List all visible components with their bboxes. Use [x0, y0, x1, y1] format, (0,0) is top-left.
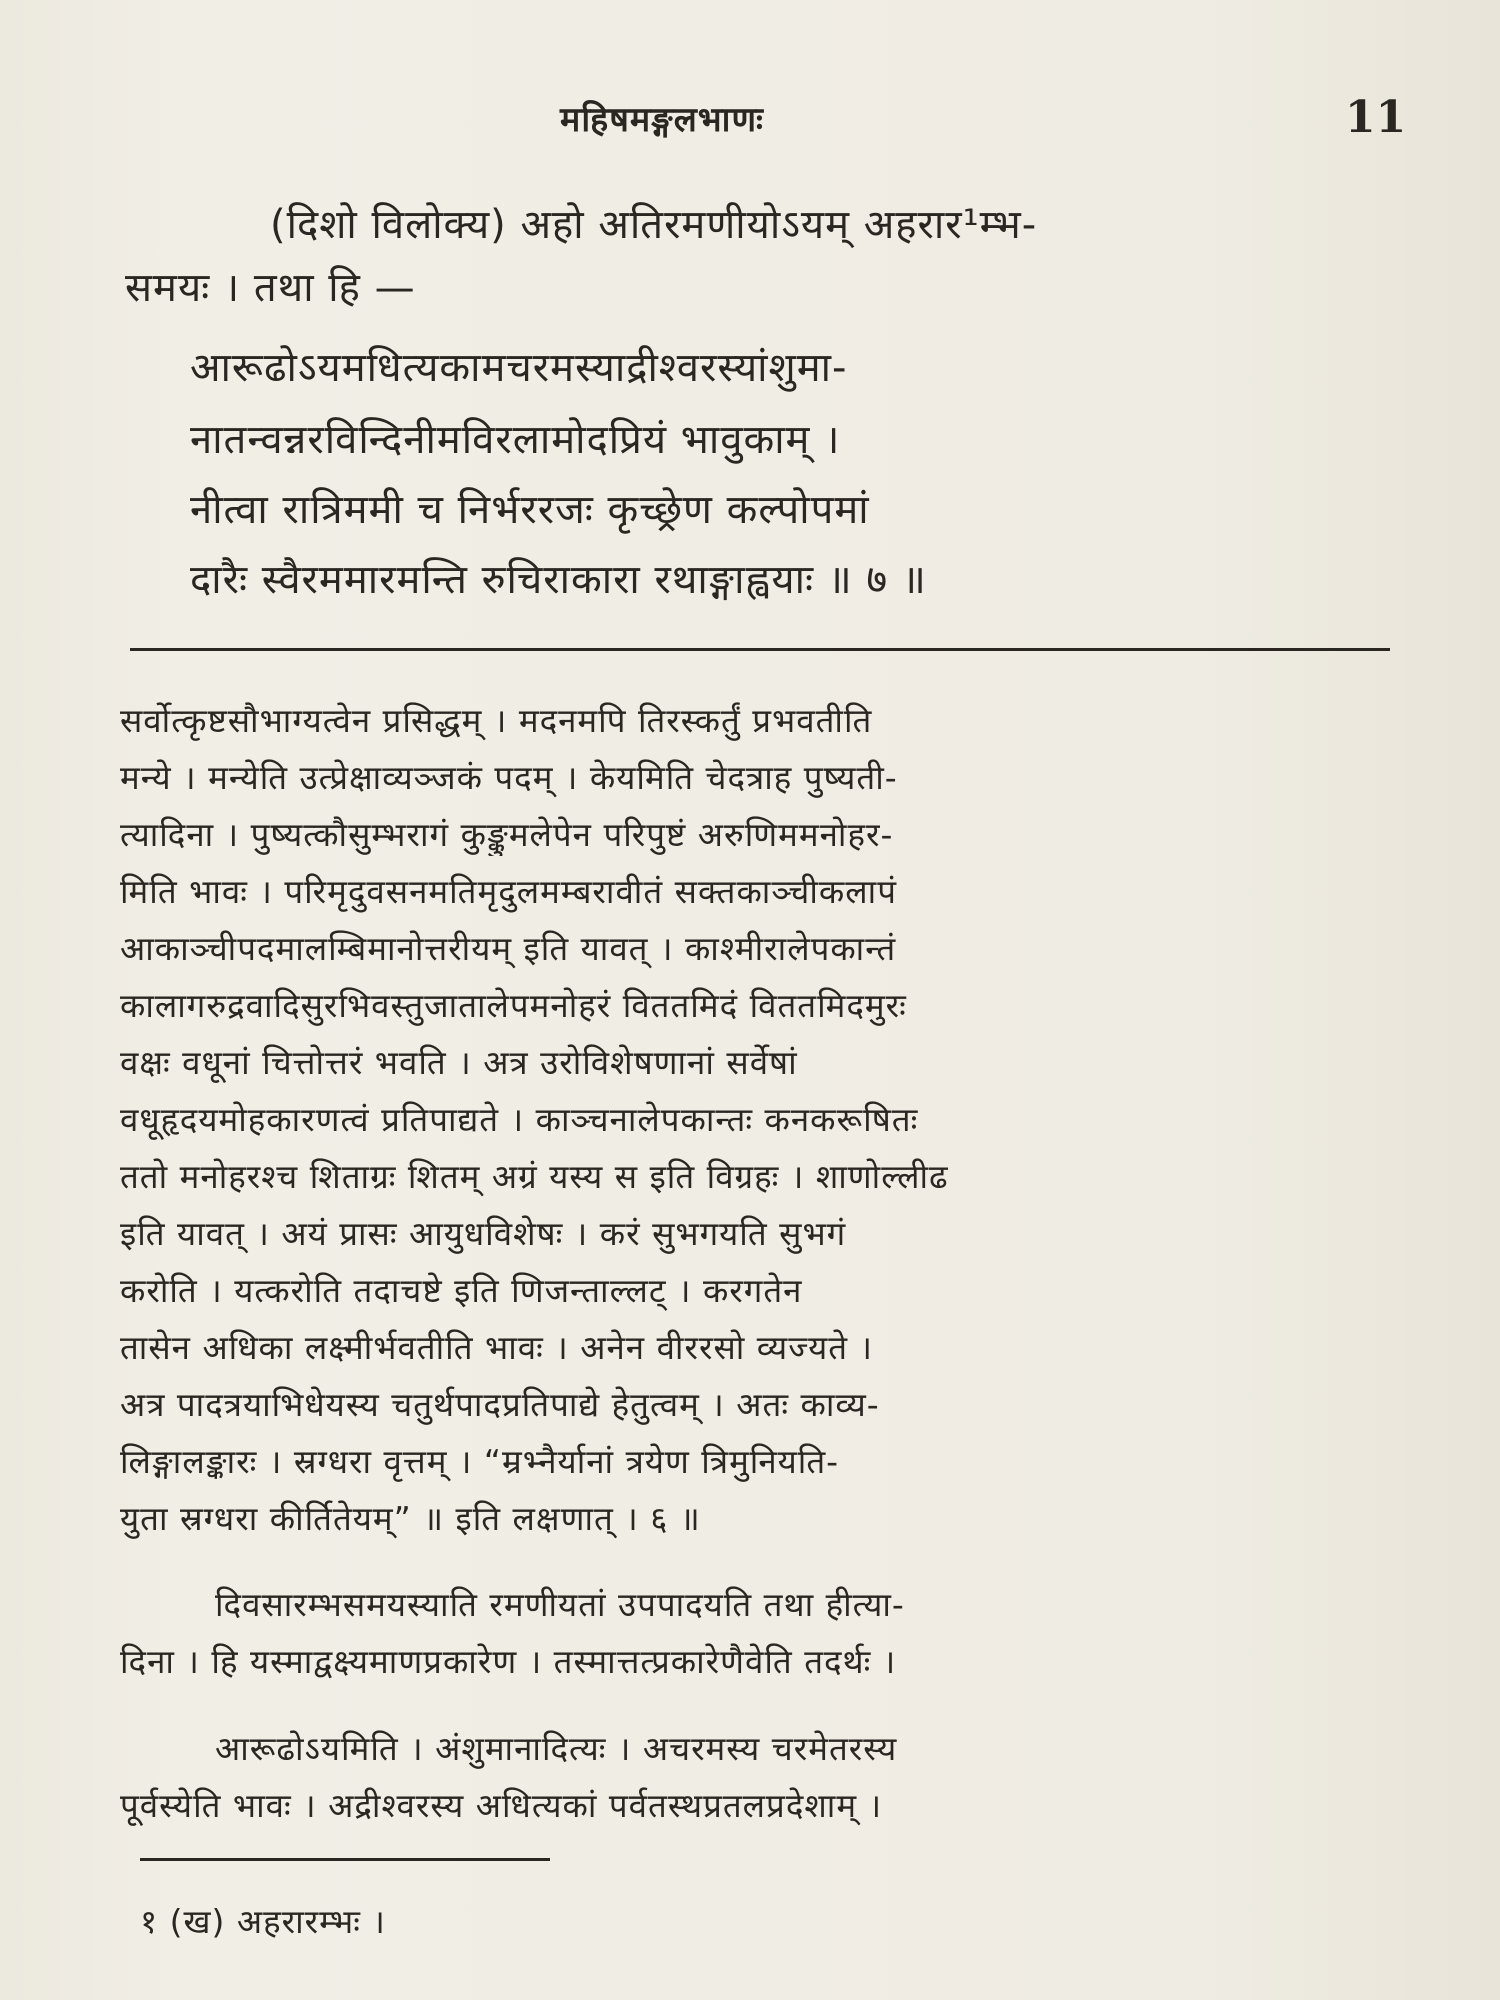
section-divider: [130, 648, 1390, 651]
page-number: 11: [1345, 92, 1407, 143]
commentary-line: तासेन अधिका लक्ष्मीर्भवतीति भावः । अनेन वीररसो व्यज्यते ।: [120, 1328, 874, 1367]
commentary-line: लिङ्गालङ्कारः । स्रग्धरा वृत्तम् । “म्रभ्नैर्यानां त्रयेण त्रिमुनियति-: [120, 1442, 840, 1481]
commentary-line: पूर्वस्येति भावः । अद्रीश्वरस्य अधित्यकां पर्वतस्थप्रतलप्रदेशाम् ।: [120, 1786, 883, 1825]
commentary-line: आकाञ्चीपदमालम्बिमानोत्तरीयम् इति यावत् । काश्मीरालेपकान्तं: [120, 929, 897, 968]
commentary-line: मन्ये । मन्येति उत्प्रेक्षाव्यञ्जकं पदम् । केयमिति चेदत्राह पुष्यती-: [120, 758, 898, 797]
commentary-line: इति यावत् । अयं प्रासः आयुधविशेषः । करं सुभगयति सुभगं: [120, 1214, 847, 1253]
commentary-line: आरूढोऽयमिति । अंशुमानादित्यः । अचरमस्य चरमेतरस्य: [215, 1729, 898, 1768]
verse-line: दारैः स्वैरममारमन्ति रुचिराकारा रथाङ्गाह्वयाः ॥ ७ ॥: [190, 557, 927, 603]
commentary-line: वक्षः वधूनां चित्तोत्तरं भवति । अत्र उरोविशेषणानां सर्वेषां: [120, 1043, 798, 1082]
commentary-line: करोति । यत्करोति तदाचष्टे इति णिजन्ताल्लट् । करगतेन: [120, 1271, 803, 1310]
commentary-line: दिवसारम्भसमयस्याति रमणीयतां उपपादयति तथा हीत्या-: [215, 1585, 905, 1624]
verse-line: नातन्वन्नरविन्दिनीमविरलामोदप्रियं भावुकाम् ।: [190, 417, 841, 463]
running-header-title: महिषमङ्गलभाणः: [560, 100, 764, 140]
commentary-line: युता स्रग्धरा कीर्तितेयम्” ॥ इति लक्षणात् । ६ ॥: [120, 1499, 701, 1538]
verse-line: नीत्वा रात्रिममी च निर्भररजः कृच्छ्रेण कल्पोपमां: [190, 487, 870, 533]
commentary-line: सर्वोत्कृष्टसौभाग्यत्वेन प्रसिद्धम् । मदनमपि तिरस्कर्तुं प्रभवतीति: [120, 701, 873, 740]
commentary-line: अत्र पादत्रयाभिधेयस्य चतुर्थपादप्रतिपाद्ये हेतुत्वम् । अतः काव्य-: [120, 1385, 880, 1424]
commentary-line: कालागरुद्रवादिसुरभिवस्तुजातालेपमनोहरं विततमिदं विततमिदमुरः: [120, 986, 907, 1025]
commentary-line: वधूहृदयमोहकारणत्वं प्रतिपाद्यते । काञ्चनालेपकान्तः कनकरूषितः: [120, 1100, 919, 1139]
footnote: १ (ख) अहरारम्भः ।: [140, 1902, 386, 1941]
verse-line: आरूढोऽयमधित्यकामचरमस्याद्रीश्वरस्यांशुमा-: [190, 345, 848, 391]
commentary-line: ततो मनोहरश्च शिताग्रः शितम् अग्रं यस्य स इति विग्रहः । शाणोल्लीढ: [120, 1157, 949, 1196]
commentary-line: दिना । हि यस्माद्वक्ष्यमाणप्रकारेण । तस्मात्तत्प्रकारेणैवेति तदर्थः ।: [120, 1642, 897, 1681]
verse-line: (दिशो विलोक्य) अहो अतिरमणीयोऽयम् अहरार¹म्भ-: [270, 202, 1038, 248]
footnote-divider: [140, 1858, 550, 1861]
verse-line: समयः । तथा हि —: [125, 265, 416, 311]
commentary-line: त्यादिना । पुष्यत्कौसुम्भरागं कुङ्कुमलेपेन परिपुष्टं अरुणिममनोहर-: [120, 815, 894, 854]
commentary-line: मिति भावः । परिमृदुवसनमतिमृदुलमम्बरावीतं सक्तकाञ्चीकलापं: [120, 872, 897, 911]
